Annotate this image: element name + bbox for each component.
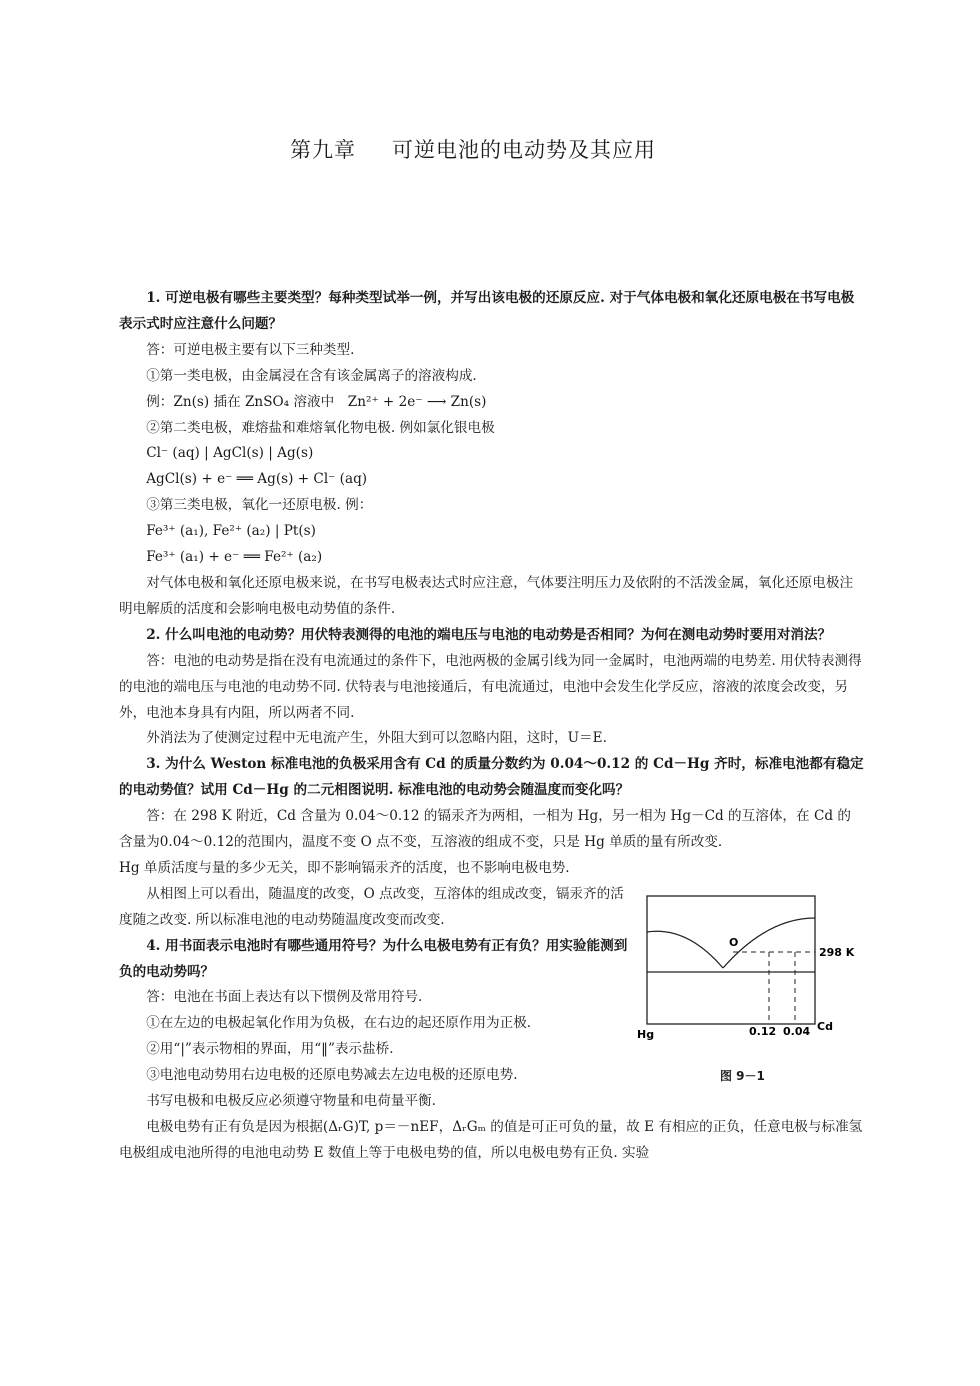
answer-3-continued: Hg 单质活度与量的多少无关，即不影响镉汞齐的活度，也不影响电极电势.: [119, 859, 570, 876]
answer-1-type-1: ①第一类电极，由金属浸在含有该金属离子的溶液构成.: [146, 367, 477, 384]
answer-2-extra: 外消法为了使测定过程中无电流产生，外阻大到可以忽略内阻，这时，U＝E.: [146, 730, 607, 747]
answer-1-type-3-reaction: Fe³⁺ (a₁) + e⁻ ══ Fe²⁺ (a₂): [146, 549, 323, 566]
question-1: 1. 可逆电极有哪些主要类型？每种类型试举一例，并写出该电极的还原反应. 对于气体电极和氧化还原电极在书写电极表示式时应注意什么问题？: [119, 290, 855, 332]
cd-label: Cd: [817, 1020, 833, 1033]
question-2: 2. 什么叫电池的电动势？用伏特表测得的电池的端电压与电池的电动势是否相同？为何在测电动势时要用对消法？: [146, 626, 832, 643]
chapter-name: 可逆电池的电动势及其应用: [392, 138, 656, 162]
answer-1-type-2-cell: Cl⁻ (aq) | AgCl(s) | Ag(s): [146, 445, 314, 462]
answer-1-type-2: ②第二类电极，难熔盐和难熔氧化物电极. 例如氯化银电极: [146, 419, 495, 436]
answer-1-type-1-example: 例：Zn(s) 插在 ZnSO₄ 溶液中 Zn²⁺ + 2e⁻ ⟶ Zn(s): [146, 393, 487, 410]
point-o-label: O: [729, 936, 739, 949]
tick-004: 0.04: [783, 1025, 811, 1038]
answer-3: 答：在 298 K 附近，Cd 含量为 0.04～0.12 的镉汞齐为两相，一相为 Hg，另一相为 Hg－Cd 的互溶体，在 Cd 的含量为0.04～0.12的范围内，温度不变 O 点不变，互溶液的组成不变，只是 Hg 单质的量有所改变.: [119, 808, 851, 851]
answer-4-explanation: 电极电势有正有负是因为根据(ΔᵣG)T, p＝－nEF，ΔᵣGₘ 的值是可正可负的量，故 E 有相应的正负，任意电极与标准氢电极组成电池所得的电池电动势 E 数值上等于电极电势的值，所以电极电势有正负. 实验: [119, 1119, 863, 1161]
chapter-title: [0, 134, 946, 164]
answer-3-phase-diagram-note: 从相图上可以看出，随温度的改变，O 点改变，互溶体的组成改变，镉汞齐的活度随之改变. 所以标准电池的电动势随温度改变而改变.: [119, 885, 624, 928]
question-3: 3. 为什么 Weston 标准电池的负极采用含有 Cd 的质量分数约为 0.04～0.12 的 Cd－Hg 齐时，标准电池都有稳定的电动势值？试用 Cd－Hg 的二元相图说明. 标准电池的电动势会随温度而变化吗？: [119, 756, 864, 799]
phase-diagram-figure: [637, 888, 867, 1088]
tick-012: 0.12: [749, 1025, 777, 1038]
cd-hg-phase-diagram: [637, 888, 867, 1088]
answer-2: 答：电池的电动势是指在没有电流通过的条件下，电池两极的金属引线为同一金属时，电池两端的电势差. 用伏特表测得的电池的端电压与电池的电动势不同. 伏特表与电池接通后，有电流通过，电池中会发生化学反应，溶液的浓度会改变，另外，电池本身具有内阻，所以两者不同.: [119, 652, 862, 721]
answer-4-item-1: ①在左边的电极起氧化作用为负极，在右边的起还原作用为正极.: [146, 1015, 532, 1032]
temp-label: 298 K: [819, 946, 855, 959]
hg-label: Hg: [637, 1028, 655, 1041]
question-4: 4. 用书面表示电池时有哪些通用符号？为什么电极电势有正有负？用实验能测到负的电动势吗？: [119, 937, 628, 980]
answer-1-note: 对气体电极和氧化还原电极来说，在书写电极表达式时应注意，气体要注明压力及依附的不活泼金属，氧化还原电极注明电解质的活度和会影响电极电动势值的条件.: [119, 574, 854, 617]
answer-4-item-2: ②用“|”表示物相的界面，用“‖”表示盐桥.: [146, 1041, 394, 1058]
answer-4-item-4: 书写电极和电极反应必须遵守物量和电荷量平衡.: [146, 1093, 436, 1110]
liquidus-left: [647, 931, 723, 968]
answer-4-item-3: ③电池电动势用右边电极的还原电势减去左边电极的还原电势.: [146, 1067, 518, 1084]
answer-1-type-2-reaction: AgCl(s) + e⁻ ══ Ag(s) + Cl⁻ (aq): [146, 471, 368, 488]
answer-1-intro: 答：可逆电极主要有以下三种类型.: [146, 341, 355, 358]
answer-1-type-3: ③第三类电极，氧化一还原电极. 例：: [146, 497, 373, 514]
answer-1-type-3-cell: Fe³⁺ (a₁), Fe²⁺ (a₂) | Pt(s): [146, 523, 316, 540]
chapter-number: 第九章: [290, 138, 356, 162]
figure-caption: 图 9－1: [720, 1069, 765, 1083]
answer-4-intro: 答：电池在书面上表达有以下惯例及常用符号.: [146, 989, 423, 1006]
